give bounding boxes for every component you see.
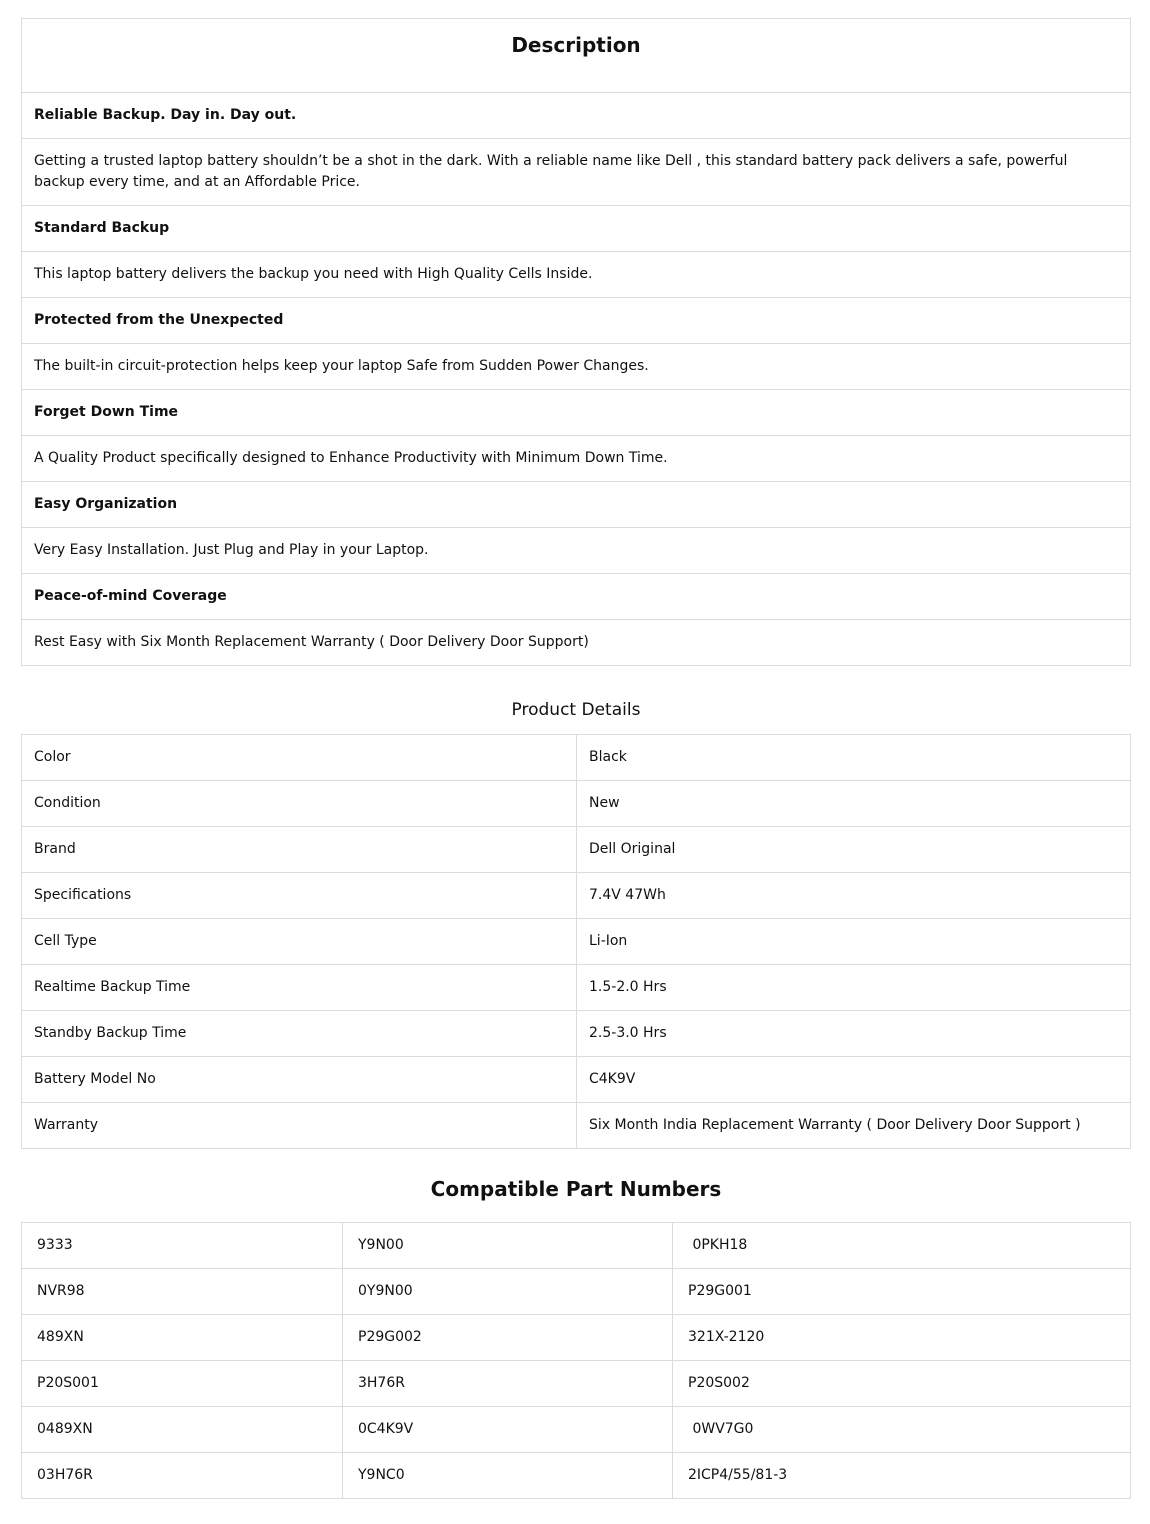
part-number-cell: 2ICP4/55/81-3 — [673, 1453, 1131, 1499]
description-heading: Peace-of-mind Coverage — [22, 574, 1131, 620]
description-heading-row — [22, 482, 1131, 528]
description-text: Rest Easy with Six Month Replacement Warranty ( Door Delivery Door Support) — [22, 620, 1131, 666]
description-text: This laptop battery delivers the backup you need with High Quality Cells Inside. — [22, 252, 1131, 298]
description-heading-row — [22, 574, 1131, 620]
part-number-cell: 0489XN — [22, 1407, 343, 1453]
description-table — [21, 18, 1131, 666]
detail-label: Cell Type — [22, 919, 577, 965]
part-row — [22, 1361, 1131, 1407]
part-number-cell: 489XN — [22, 1315, 343, 1361]
product-details-table — [21, 734, 1131, 1149]
description-heading: Forget Down Time — [22, 390, 1131, 436]
description-text-row — [22, 139, 1131, 206]
part-number-cell: 321X-2120 — [673, 1315, 1131, 1361]
part-number-cell: 0WV7G0 — [673, 1407, 1131, 1453]
description-heading-row — [22, 390, 1131, 436]
detail-value: 7.4V 47Wh — [577, 873, 1131, 919]
detail-value: New — [577, 781, 1131, 827]
description-heading-row — [22, 206, 1131, 252]
description-text-row — [22, 528, 1131, 574]
description-text: A Quality Product specifically designed to Enhance Productivity with Minimum Down Time. — [22, 436, 1131, 482]
description-heading: Reliable Backup. Day in. Day out. — [22, 93, 1131, 139]
detail-label: Specifications — [22, 873, 577, 919]
part-number-cell: P29G002 — [343, 1315, 673, 1361]
description-heading-row — [22, 298, 1131, 344]
description-heading: Standard Backup — [22, 206, 1131, 252]
detail-row — [22, 873, 1131, 919]
detail-label: Realtime Backup Time — [22, 965, 577, 1011]
detail-row — [22, 965, 1131, 1011]
part-number-cell: Y9NC0 — [343, 1453, 673, 1499]
part-number-cell: 9333 — [22, 1223, 343, 1269]
detail-value: Dell Original — [577, 827, 1131, 873]
description-heading-row — [22, 93, 1131, 139]
detail-value: 1.5-2.0 Hrs — [577, 965, 1131, 1011]
part-number-cell: 0Y9N00 — [343, 1269, 673, 1315]
detail-value: 2.5-3.0 Hrs — [577, 1011, 1131, 1057]
description-text-row — [22, 436, 1131, 482]
detail-row — [22, 827, 1131, 873]
detail-row — [22, 1057, 1131, 1103]
part-number-cell: 0PKH18 — [673, 1223, 1131, 1269]
part-row — [22, 1453, 1131, 1499]
detail-row — [22, 1011, 1131, 1057]
description-heading: Protected from the Unexpected — [22, 298, 1131, 344]
detail-label: Standby Backup Time — [22, 1011, 577, 1057]
description-text: The built-in circuit-protection helps keep your laptop Safe from Sudden Power Changes. — [22, 344, 1131, 390]
detail-value: Black — [577, 735, 1131, 781]
detail-row — [22, 781, 1131, 827]
part-row — [22, 1315, 1131, 1361]
part-number-cell: P20S002 — [673, 1361, 1131, 1407]
detail-value: Six Month India Replacement Warranty ( Door Delivery Door Support ) — [577, 1103, 1131, 1149]
detail-label: Color — [22, 735, 577, 781]
part-number-cell: 3H76R — [343, 1361, 673, 1407]
part-number-cell: P20S001 — [22, 1361, 343, 1407]
detail-label: Condition — [22, 781, 577, 827]
part-number-cell: 0C4K9V — [343, 1407, 673, 1453]
detail-label: Warranty — [22, 1103, 577, 1149]
description-title: Description — [22, 19, 1131, 93]
part-number-cell: NVR98 — [22, 1269, 343, 1315]
description-text: Getting a trusted laptop battery shouldn’t be a shot in the dark. With a reliable name like Dell , this standard battery pack delivers a safe, powerful backup every time, and at an Affordable Price. — [22, 139, 1131, 206]
detail-row — [22, 1103, 1131, 1149]
detail-row — [22, 735, 1131, 781]
part-number-cell: P29G001 — [673, 1269, 1131, 1315]
description-text-row — [22, 344, 1131, 390]
part-row — [22, 1269, 1131, 1315]
description-text: Very Easy Installation. Just Plug and Play in your Laptop. — [22, 528, 1131, 574]
product-details-title: Product Details — [511, 700, 641, 720]
part-row — [22, 1407, 1131, 1453]
detail-value: C4K9V — [577, 1057, 1131, 1103]
detail-label: Battery Model No — [22, 1057, 577, 1103]
product-info-page — [21, 18, 1131, 1499]
detail-label: Brand — [22, 827, 577, 873]
part-number-cell: Y9N00 — [343, 1223, 673, 1269]
description-text-row — [22, 620, 1131, 666]
compatible-parts-table — [21, 1222, 1131, 1499]
detail-row — [22, 919, 1131, 965]
description-text-row — [22, 252, 1131, 298]
part-row — [22, 1223, 1131, 1269]
part-number-cell: 03H76R — [22, 1453, 343, 1499]
compatible-parts-title: Compatible Part Numbers — [430, 1177, 722, 1201]
description-heading: Easy Organization — [22, 482, 1131, 528]
detail-value: Li-Ion — [577, 919, 1131, 965]
